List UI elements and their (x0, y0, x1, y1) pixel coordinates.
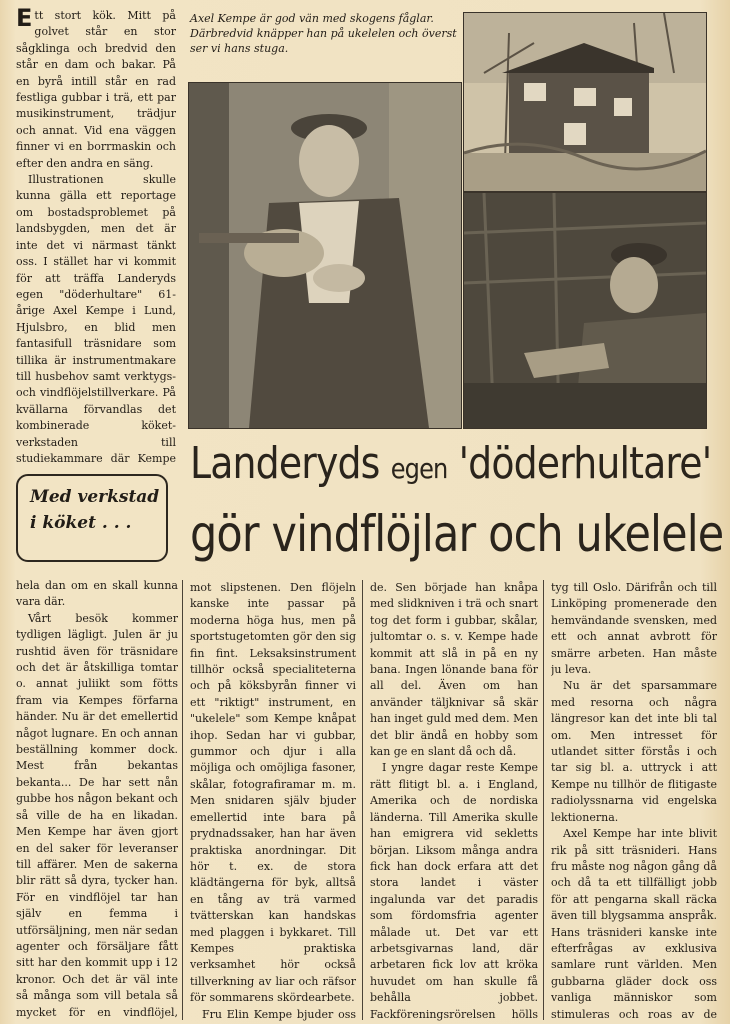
column-4-paragraph: Nu är det sparsammare med resorna och några längresor kan det inte bli tal om. Men intresset för utlandet sitter förstås i och tar sig bl. a. uttryck i att Kempe nu tillhör de flitigaste radiolyssnarna vid engelska lektionerna. (551, 679, 717, 824)
drop-cap: E (16, 8, 33, 32)
headline-word-egen: egen (390, 452, 448, 485)
column-1-paragraph: Vårt besök kommer tydligen lägligt. Julen är ju rushtid även för träsnidare och det är åtskilliga tomtar o. annat juliikt som fötts fram via Kempes förfarna händer. Nu är det emellertid något lugnare. En och annan beställning kommer dock. Mest från bekantas bekanta... De har sett nån gubbe hos någon bekant och så ville de ha en likadan. Men Kempe har även gjort en del saker för leveranser till affärer. Men de sakerna blir rätt så dyra, tycker han. För en vindflöjel tar han själv en femma i utförsäljning, men när sedan agenter och försäljare fått sitt har den kommit upp i 12 kronor. Och det är väl inte så många som vill betala så mycket för en vindflöjel, (16, 611, 178, 1019)
column-2-paragraph: mot slipstenen. Den flöjeln kanske inte passar på moderna höga hus, men på sportstugetomten gör den sig fin fint. Leksaksinstrument tillhör också specialiteterna och på köksbyrån finner vi ett "riktigt" instrument, en "ukelele" som Kempe knåpat ihop. Sedan har vi gubbar, gummor och djur i alla möjliga och omöjliga fasoner, skålar, fotografiramar m. m. Men snidaren själv bjuder emellertid inte bara på prydnadssaker, han har även praktiska anordningar. Dit hör t. ex. de stora klädtängerna för byk, alltså en tång av trä varmed tvätterskan kan handskas med plaggen i bykkaret. Till Kempes praktiska verksamhet hör också tillverkning av liar och räfsor för sommarens skördearbete. (190, 581, 356, 1005)
column-1-paragraph: hela dan om en skall kunna vara där. (16, 579, 178, 609)
column-rule (362, 580, 363, 1020)
column-3-paragraph: de. Sen började han knåpa med slidkniven i trä och snart tog det form i gubbar, skålar, jultomtar o. s. v. Kempe hade kommit att slå in på en ny bana. Ingen lönande bana för all del. Även om han använder täljknivar så skär han inget guld med dem. Men det blir ändå en hobby som kan ge en slant då och då. (370, 581, 538, 759)
photo-man-bird (463, 192, 707, 429)
body-column-1 (16, 578, 178, 1022)
subhead-line-2: i köket . . . (30, 513, 132, 533)
subhead-line-1: Med verkstad (30, 487, 160, 507)
column-4-paragraph: Axel Kempe har inte blivit rik på sitt träsnideri. Hans fru måste nog någon gång då och då ta ett tillfälligt jobb för att pengarna skall räcka även till blygsamma anspråk. Hans träsnideri kanske inte efterfrågas av exklusiva samlare runt världen. Men gubbarna gläder dock oss vanliga människor som stimuleras och roas av de (551, 827, 717, 1021)
photo-caption: Axel Kempe är god vän med skogens fåglar. Därbredvid knäpper han på ukelelen och överst ser vi hans stuga. (190, 12, 457, 55)
column-2-paragraph: Fru Elin Kempe bjuder oss (202, 1007, 356, 1021)
intro-column (16, 8, 176, 468)
column-3-paragraph: I yngre dagar reste Kempe rätt flitigt bl. a. i England, Amerika och de nordiska länderna. Till Amerika skulle han emigrera vid sekletts början. Liksom många andra fick han dock erfara att det stora landet i väster ingalunda var det paradis som fördomsfria agenter målade ut. Det var ett arbetsgivarnas land, där arbetaren fick lov att kröka huvudet om han skulle få behålla jobbet. Fackföreningsrörelsen hölls (370, 761, 538, 1021)
column-4-paragraph: tyg till Oslo. Därifrån och till Linköping promenerade den hemvändande svensken, med ett och annat avbrott för smärre arbeten. Han måste ju leva. (551, 581, 717, 677)
headline-word-landeryds: Landeryds (190, 438, 380, 489)
column-rule (182, 580, 183, 1020)
body-column-2 (190, 580, 356, 1022)
subhead-box (16, 474, 168, 562)
intro-paragraph-1: tt stort kök. Mitt på golvet står en stor sågklinga och bredvid den står en dam och bakar. På en byrå intill står en rad festliga gubbar i trä, ett par musikinstrument, trädjur och annat. Vid ena väggen finner vi en borrmaskin och efter den andra en säng. (16, 9, 176, 170)
body-column-4 (551, 580, 717, 1022)
headline-line-1 (190, 438, 712, 495)
headline-line-2: gör vindflöjlar och ukelele (190, 505, 724, 563)
body-column-3 (370, 580, 538, 1022)
intro-paragraph-2: Illustrationen skulle kunna gälla ett reportage om bostadsproblemet på landsbygden, men det är inte det vi närmast tänkt oss. I stället har vi kommit för att träffa Landeryds egen "döderhultare" 61-årige Axel Kempe i Lund, Hjulsbro, en blid men fantasifull träsnidare som tillika är instrumentmakare till husbehov samt verktygs- och vindflöjelstillverkare. På kvällarna förvandlas det kombinerade köket-verkstaden till studiekammare där Kempe (16, 173, 176, 465)
headline-word-doderhultare: 'döderhultare' (458, 438, 712, 489)
photo-man-ukulele (188, 82, 462, 429)
column-rule (543, 580, 544, 1020)
photo-house (463, 12, 707, 192)
